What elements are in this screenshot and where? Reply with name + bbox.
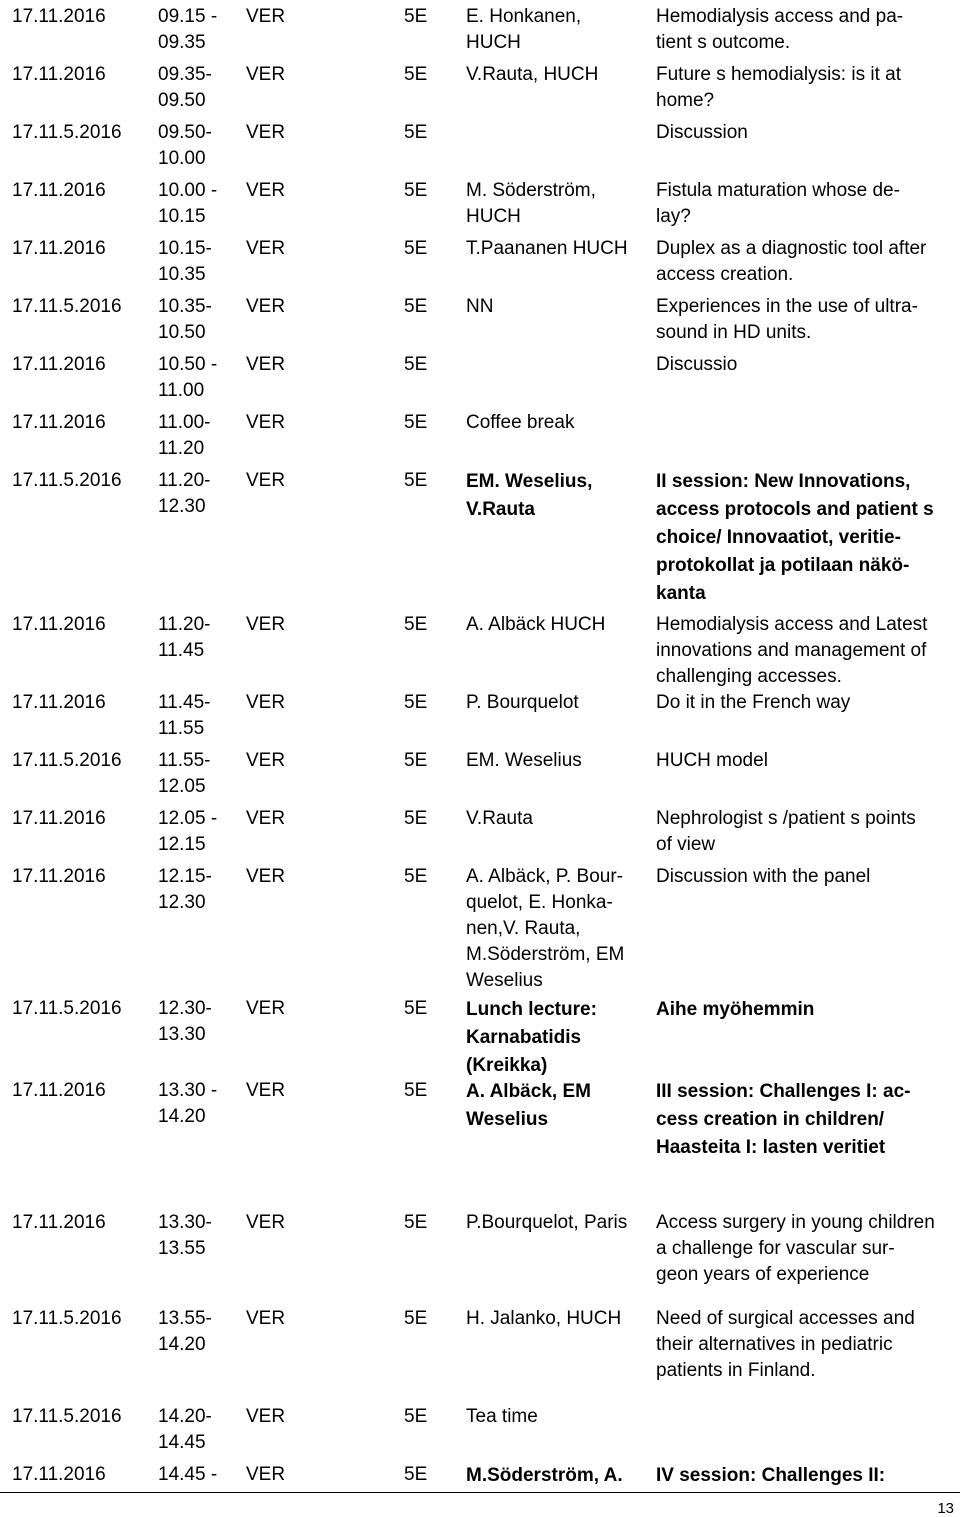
- session-room: VER: [246, 1464, 286, 1485]
- session-title: Discussion: [656, 122, 748, 143]
- session-title: Access surgery in young children a challenge for vascular sur- geon years of experience: [656, 1212, 935, 1285]
- session-time: 10.50 - 11.00: [158, 354, 218, 401]
- session-speaker: V.Rauta, HUCH: [466, 64, 599, 85]
- session-code: 5E: [404, 1212, 428, 1233]
- table-row: [0, 996, 960, 1078]
- session-room: VER: [246, 998, 286, 1019]
- session-date: 17.11.5.2016: [12, 470, 122, 491]
- table-row: [0, 178, 960, 236]
- session-title: Discussio: [656, 354, 738, 375]
- session-code: 5E: [404, 412, 428, 433]
- session-room: VER: [246, 122, 286, 143]
- session-speaker: P.Bourquelot, Paris: [466, 1212, 628, 1233]
- table-row: [0, 120, 960, 178]
- session-room: VER: [246, 354, 286, 375]
- session-time: 12.30- 13.30: [158, 998, 212, 1045]
- table-row: [0, 806, 960, 864]
- session-speaker: E. Honkanen, HUCH: [466, 6, 582, 53]
- session-code: 5E: [404, 180, 428, 201]
- session-title: IV session: Challenges II:: [656, 1465, 886, 1486]
- session-date: 17.11.2016: [12, 6, 106, 27]
- session-time: 10.15- 10.35: [158, 238, 212, 285]
- session-speaker: P. Bourquelot: [466, 692, 579, 713]
- table-row: [0, 410, 960, 468]
- session-title: Nephrologist s /patient s points of view: [656, 808, 916, 855]
- session-code: 5E: [404, 1464, 428, 1485]
- table-row: [0, 690, 960, 748]
- page-number: 13: [937, 1500, 954, 1517]
- session-code: 5E: [404, 808, 428, 829]
- session-title: Fistula maturation whose de- lay?: [656, 180, 900, 227]
- session-speaker: Coffee break: [466, 412, 575, 433]
- table-row: [0, 1306, 960, 1404]
- session-speaker: EM. Weselius: [466, 750, 582, 771]
- session-speaker: Tea time: [466, 1406, 538, 1427]
- session-time: 11.55- 12.05: [158, 750, 211, 797]
- footer-divider: [0, 1492, 960, 1493]
- session-code: 5E: [404, 354, 428, 375]
- session-speaker: NN: [466, 296, 494, 317]
- session-code: 5E: [404, 238, 428, 259]
- session-title: Experiences in the use of ultra- sound in HD units.: [656, 296, 918, 343]
- session-time: 12.15- 12.30: [158, 866, 212, 913]
- session-title: Aihe myöhemmin: [656, 999, 815, 1020]
- session-date: 17.11.2016: [12, 1080, 106, 1101]
- session-speaker: V.Rauta: [466, 808, 533, 829]
- session-room: VER: [246, 296, 286, 317]
- table-row: [0, 1210, 960, 1306]
- session-date: 17.11.5.2016: [12, 122, 122, 143]
- session-time: 09.35- 09.50: [158, 64, 212, 111]
- session-room: VER: [246, 470, 286, 491]
- table-row: [0, 352, 960, 410]
- session-date: 17.11.2016: [12, 238, 106, 259]
- session-room: VER: [246, 866, 286, 887]
- table-row: [0, 62, 960, 120]
- session-time: 10.35- 10.50: [158, 296, 212, 343]
- session-date: 17.11.2016: [12, 1464, 106, 1485]
- session-speaker: M.Söderström, A.: [466, 1465, 623, 1486]
- table-row: [0, 468, 960, 612]
- table-row: [0, 4, 960, 62]
- session-date: 17.11.5.2016: [12, 296, 122, 317]
- session-speaker: EM. Weselius, V.Rauta: [466, 471, 593, 520]
- session-date: 17.11.2016: [12, 614, 106, 635]
- session-room: VER: [246, 808, 286, 829]
- session-speaker: A. Albäck, P. Bour- quelot, E. Honka- nen,V. Rauta, M.Söderström, EM Weselius: [466, 866, 625, 991]
- table-row: [0, 1462, 960, 1492]
- session-code: 5E: [404, 1308, 428, 1329]
- session-title: Do it in the French way: [656, 692, 851, 713]
- session-date: 17.11.2016: [12, 1212, 106, 1233]
- session-room: VER: [246, 1406, 286, 1427]
- session-speaker: M. Söderström, HUCH: [466, 180, 596, 227]
- session-time: 14.45 -: [158, 1464, 218, 1485]
- session-room: VER: [246, 64, 286, 85]
- session-time: 13.30- 13.55: [158, 1212, 212, 1259]
- session-code: 5E: [404, 998, 428, 1019]
- session-code: 5E: [404, 750, 428, 771]
- table-row: [0, 1404, 960, 1462]
- session-date: 17.11.5.2016: [12, 750, 122, 771]
- session-room: VER: [246, 750, 286, 771]
- session-room: VER: [246, 614, 286, 635]
- session-code: 5E: [404, 470, 428, 491]
- session-title: III session: Challenges I: ac- cess creation in children/ Haasteita I: lasten veritiet: [656, 1081, 911, 1158]
- session-date: 17.11.2016: [12, 354, 106, 375]
- session-code: 5E: [404, 614, 428, 635]
- session-speaker: A. Albäck, EM Weselius: [466, 1081, 591, 1130]
- session-date: 17.11.2016: [12, 64, 106, 85]
- session-room: VER: [246, 1212, 286, 1233]
- session-code: 5E: [404, 1080, 428, 1101]
- session-code: 5E: [404, 1406, 428, 1427]
- session-title: Future s hemodialysis: is it at home?: [656, 64, 901, 111]
- session-title: II session: New Innovations, access protocols and patient s choice/ Innovaatiot, veritie- protokollat ja potilaan näkö- kanta: [656, 471, 934, 604]
- session-room: VER: [246, 180, 286, 201]
- session-date: 17.11.2016: [12, 692, 106, 713]
- session-date: 17.11.2016: [12, 412, 106, 433]
- session-room: VER: [246, 692, 286, 713]
- session-title: Need of surgical accesses and their alternatives in pediatric patients in Finland.: [656, 1308, 915, 1381]
- session-code: 5E: [404, 122, 428, 143]
- session-code: 5E: [404, 296, 428, 317]
- session-title: Hemodialysis access and pa- tient s outcome.: [656, 6, 904, 53]
- session-room: VER: [246, 412, 286, 433]
- session-title: Duplex as a diagnostic tool after access creation.: [656, 238, 927, 285]
- table-row: [0, 236, 960, 294]
- session-time: 09.15 - 09.35: [158, 6, 218, 53]
- table-row: [0, 748, 960, 806]
- table-row: [0, 294, 960, 352]
- session-time: 14.20- 14.45: [158, 1406, 212, 1453]
- session-title: Hemodialysis access and Latest innovations and management of challenging accesses.: [656, 614, 928, 687]
- session-time: 12.05 - 12.15: [158, 808, 218, 855]
- session-speaker: H. Jalanko, HUCH: [466, 1308, 622, 1329]
- session-time: 11.45- 11.55: [158, 692, 211, 739]
- session-speaker: T.Paananen HUCH: [466, 238, 628, 259]
- session-date: 17.11.5.2016: [12, 998, 122, 1019]
- session-room: VER: [246, 1308, 286, 1329]
- session-time: 13.30 - 14.20: [158, 1080, 218, 1127]
- session-speaker: Lunch lecture: Karnabatidis (Kreikka): [466, 999, 597, 1076]
- session-code: 5E: [404, 64, 428, 85]
- session-date: 17.11.2016: [12, 808, 106, 829]
- session-time: 10.00 - 10.15: [158, 180, 218, 227]
- table-row: [0, 1078, 960, 1198]
- session-time: 11.00- 11.20: [158, 412, 211, 459]
- session-title: Discussion with the panel: [656, 866, 871, 887]
- session-title: HUCH model: [656, 750, 768, 771]
- session-room: VER: [246, 6, 286, 27]
- session-time: 11.20- 11.45: [158, 614, 211, 661]
- session-code: 5E: [404, 6, 428, 27]
- session-code: 5E: [404, 866, 428, 887]
- session-room: VER: [246, 238, 286, 259]
- session-date: 17.11.2016: [12, 866, 106, 887]
- session-speaker: A. Albäck HUCH: [466, 614, 606, 635]
- session-date: 17.11.5.2016: [12, 1308, 122, 1329]
- session-time: 11.20- 12.30: [158, 470, 211, 517]
- session-code: 5E: [404, 692, 428, 713]
- session-time: 13.55- 14.20: [158, 1308, 212, 1355]
- session-date: 17.11.5.2016: [12, 1406, 122, 1427]
- session-date: 17.11.2016: [12, 180, 106, 201]
- session-time: 09.50- 10.00: [158, 122, 212, 169]
- table-row: [0, 612, 960, 690]
- session-room: VER: [246, 1080, 286, 1101]
- table-row: [0, 864, 960, 996]
